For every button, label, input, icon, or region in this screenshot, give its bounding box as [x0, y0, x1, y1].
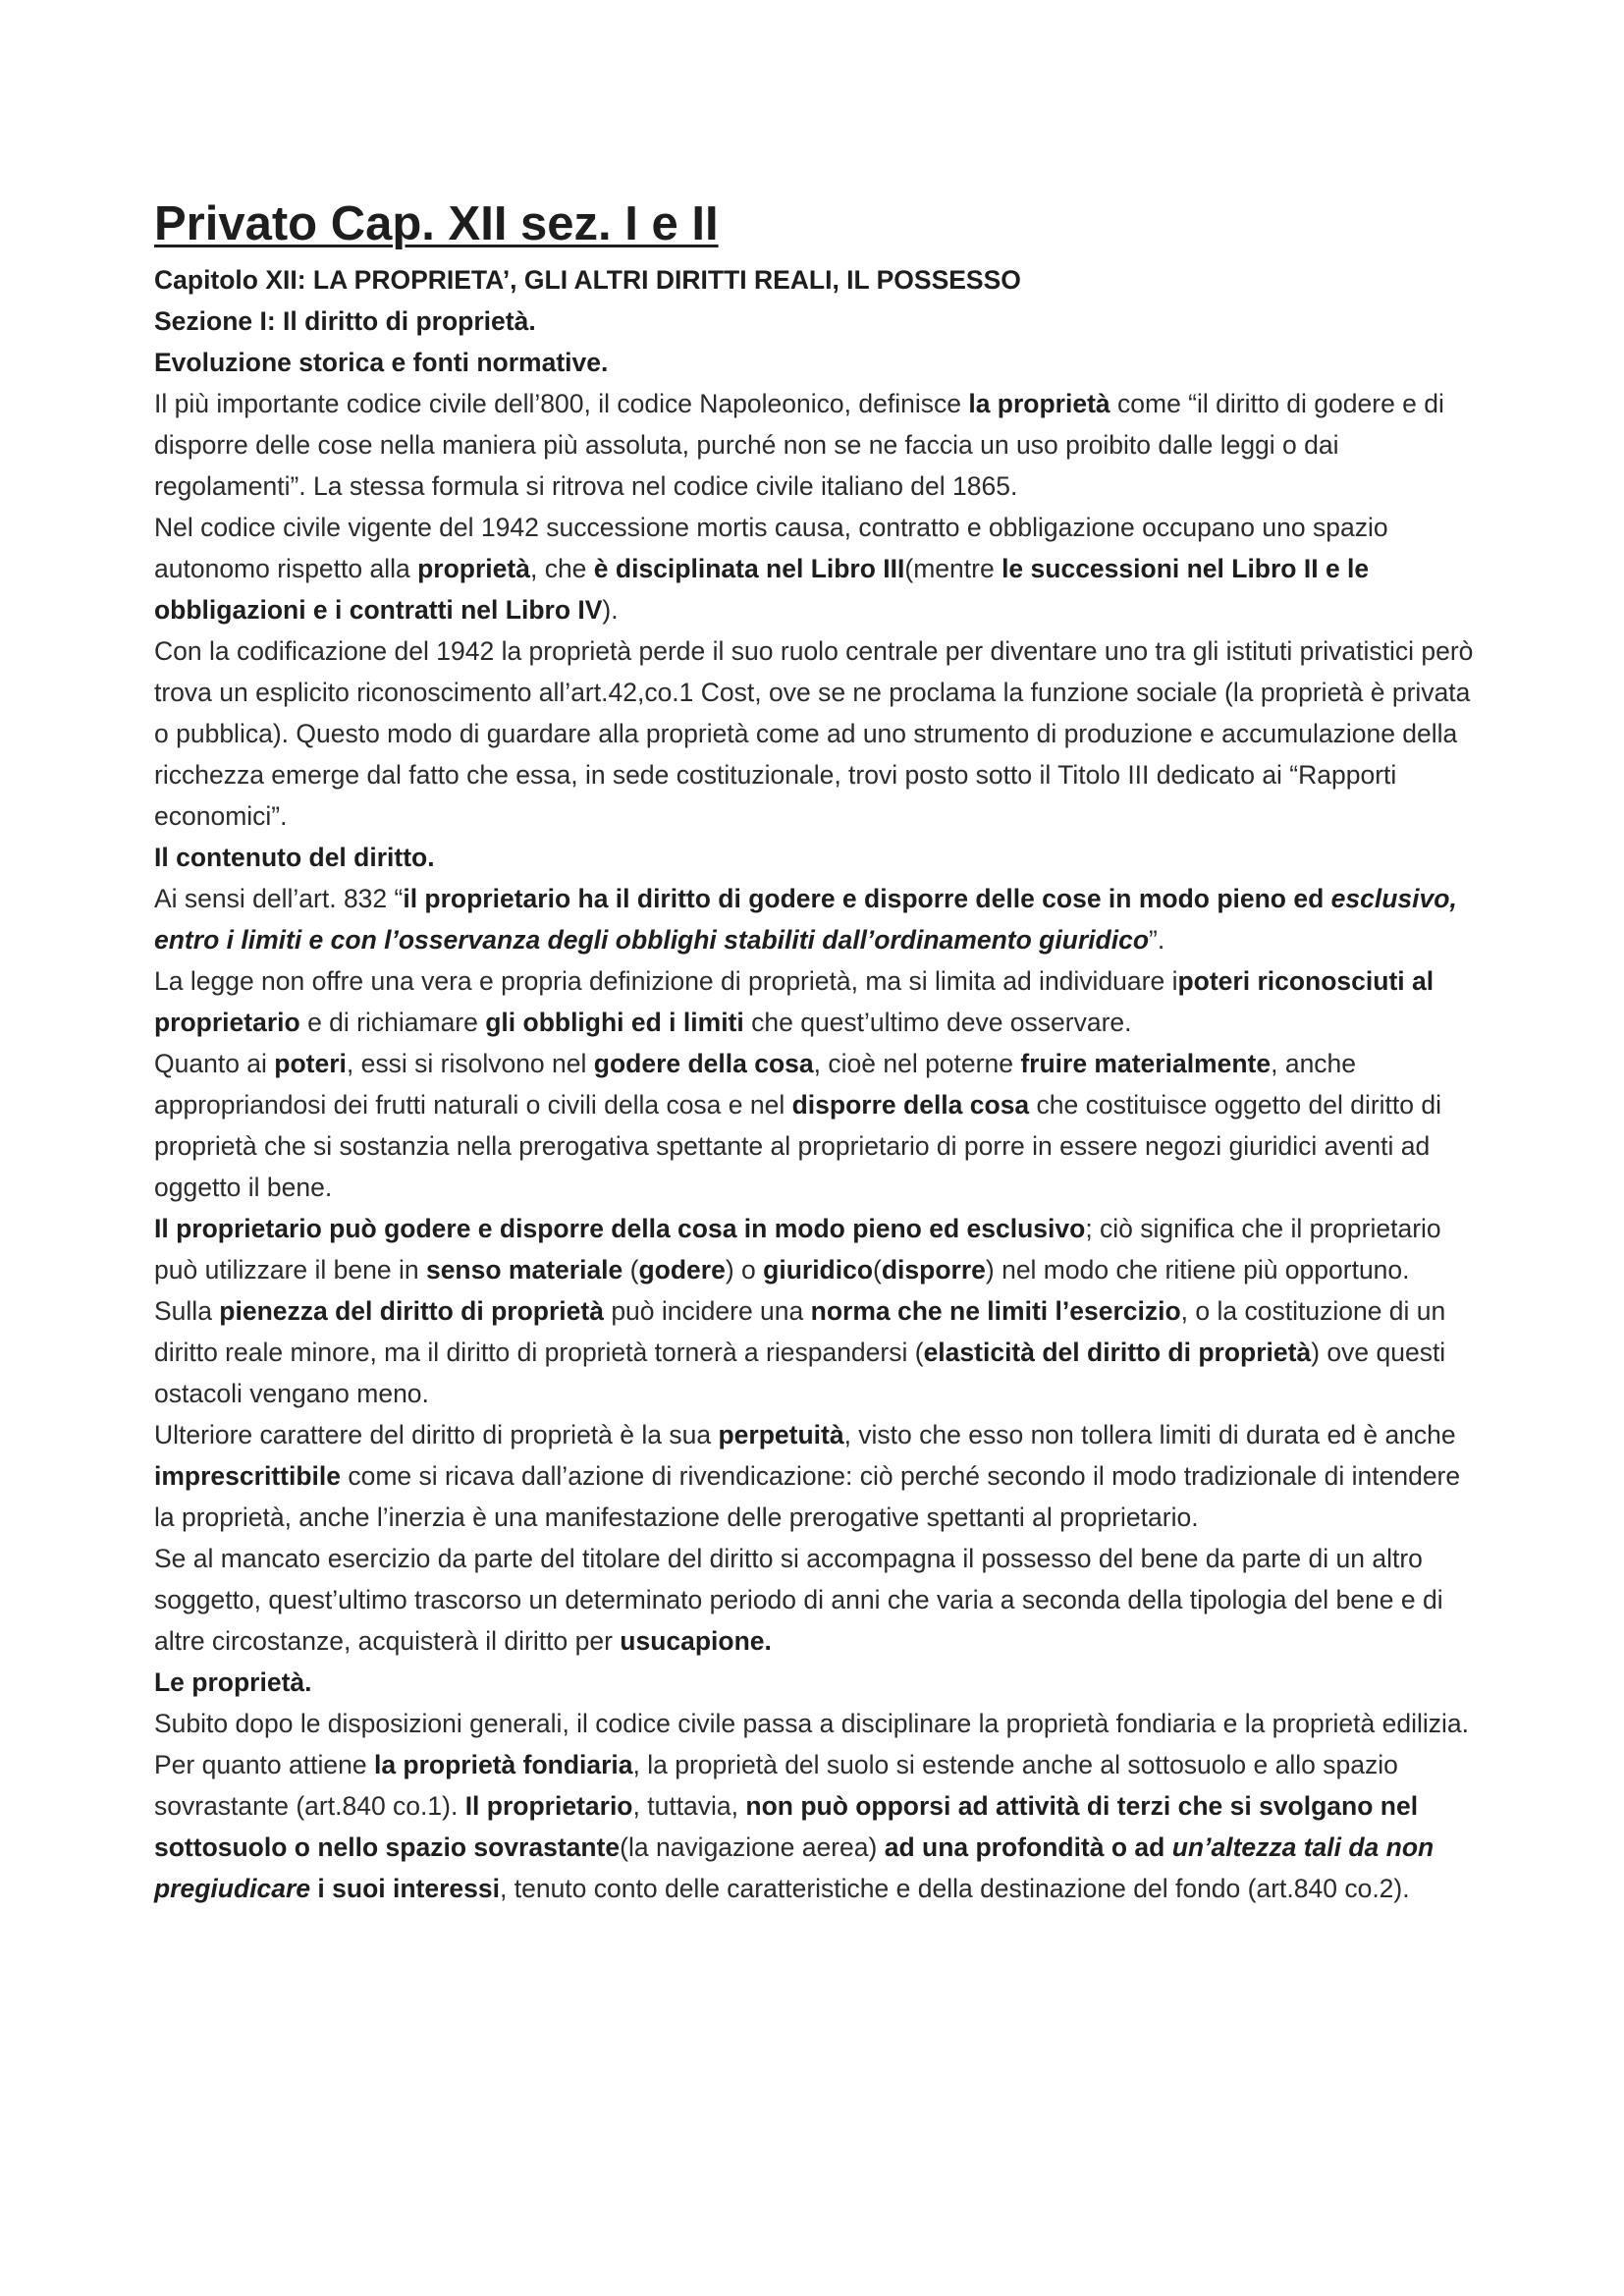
paragraph-napoleonic-code: Il più importante codice civile dell’800, il codice Napoleonico, definisce la proprietà come “il diritto di godere e di disporre delle cose nella maniera più assoluta, purché non se ne faccia un uso proibito dalle leggi o dai regolamenti”. La stessa formula si ritrova nel codice civile italiano del 1865.: [154, 389, 1444, 501]
page-title: Privato Cap. XII sez. I e II: [154, 197, 719, 250]
paragraph-general-provisions: Subito dopo le disposizioni generali, il codice civile passa a disciplinare la proprietà fondiaria e la proprietà edilizia.: [154, 1709, 1470, 1738]
paragraph-full-use: Il proprietario può godere e disporre della cosa in modo pieno ed esclusivo; ciò significa che il proprietario può utilizzare il bene in senso materiale (godere) o giuridico(disporre) nel modo che ritiene più opportuno.: [154, 1214, 1441, 1285]
subheading-properties: Le proprietà.: [154, 1667, 312, 1697]
paragraph-civil-code-1942: Nel codice civile vigente del 1942 successione mortis causa, contratto e obbligazione occupano uno spazio autonomo rispetto alla proprietà, che è disciplinata nel Libro III(mentre le successioni nel Libro II e le obbligazioni e i contratti nel Libro IV).: [154, 513, 1388, 625]
paragraph-codification: Con la codificazione del 1942 la proprietà perde il suo ruolo centrale per diventare uno tra gli istituti privatistici però trova un esplicito riconoscimento all’art.42,co.1 Cost, ove se ne proclama la funzione sociale (la proprietà è privata o pubblica). Questo modo di guardare alla proprietà come ad uno strumento di produzione e accumulazione della ricchezza emerge dal fatto che essa, in sede costituzionale, trovi posto sotto il Titolo III dedicato ai “Rapporti economici”.: [154, 636, 1474, 831]
paragraph-elasticity: Sulla pienezza del diritto di proprietà può incidere una norma che ne limiti l’esercizio, o la costituzione di un diritto reale minore, ma il diritto di proprietà tornerà a riespandersi (elasticità del diritto di proprietà) ove questi ostacoli vengano meno.: [154, 1296, 1446, 1408]
paragraph-usucapione: Se al mancato esercizio da parte del titolare del diritto si accompagna il possesso del bene da parte di un altro soggetto, quest’ultimo trascorso un determinato periodo di anni che varia a seconda della tipologia del bene e di altre circostanze, acquisterà il diritto per usucapione.: [154, 1544, 1443, 1656]
document-page: [154, 192, 1480, 1909]
paragraph-art-832: Ai sensi dell’art. 832 “il proprietario ha il diritto di godere e disporre delle cose in modo pieno ed esclusivo, entro i limiti e con l’osservanza degli obblighi stabiliti dall’ordinamento giuridico”.: [154, 884, 1457, 955]
paragraph-land-property: Per quanto attiene la proprietà fondiaria, la proprietà del suolo si estende anche al sottosuolo e allo spazio sovrastante (art.840 co.1). Il proprietario, tuttavia, non può opporsi ad attività di terzi che si svolgano nel sottosuolo o nello spazio sovrastante(la navigazione aerea) ad una profondità o ad un’altezza tali da non pregiudicare i suoi interessi, tenuto conto delle caratteristiche e della destinazione del fondo (art.840 co.2).: [154, 1750, 1435, 1903]
chapter-heading: Capitolo XII: LA PROPRIETA’, GLI ALTRI DIRITTI REALI, IL POSSESSO: [154, 265, 1021, 295]
subheading-evolution: Evoluzione storica e fonti normative.: [154, 348, 609, 377]
paragraph-definition: La legge non offre una vera e propria definizione di proprietà, ma si limita ad individuare ipoteri riconosciuti al proprietario e di richiamare gli obblighi ed i limiti che quest’ultimo deve osservare.: [154, 966, 1435, 1037]
subheading-content: Il contenuto del diritto.: [154, 843, 435, 872]
paragraph-powers: Quanto ai poteri, essi si risolvono nel godere della cosa, cioè nel poterne fruire materialmente, anche appropriandosi dei frutti naturali o civili della cosa e nel disporre della cosa che costituisce oggetto del diritto di proprietà che si sostanzia nella prerogativa spettante al proprietario di porre in essere negozi giuridici aventi ad oggetto il bene.: [154, 1049, 1441, 1202]
section-heading: Sezione I: Il diritto di proprietà.: [154, 306, 536, 336]
paragraph-perpetuity: Ulteriore carattere del diritto di proprietà è la sua perpetuità, visto che esso non tollera limiti di durata ed è anche imprescrittibile come si ricava dall’azione di rivendicazione: ciò perché secondo il modo tradizionale di intendere la proprietà, anche l’inerzia è una manifestazione delle prerogative spettanti al proprietario.: [154, 1420, 1461, 1532]
